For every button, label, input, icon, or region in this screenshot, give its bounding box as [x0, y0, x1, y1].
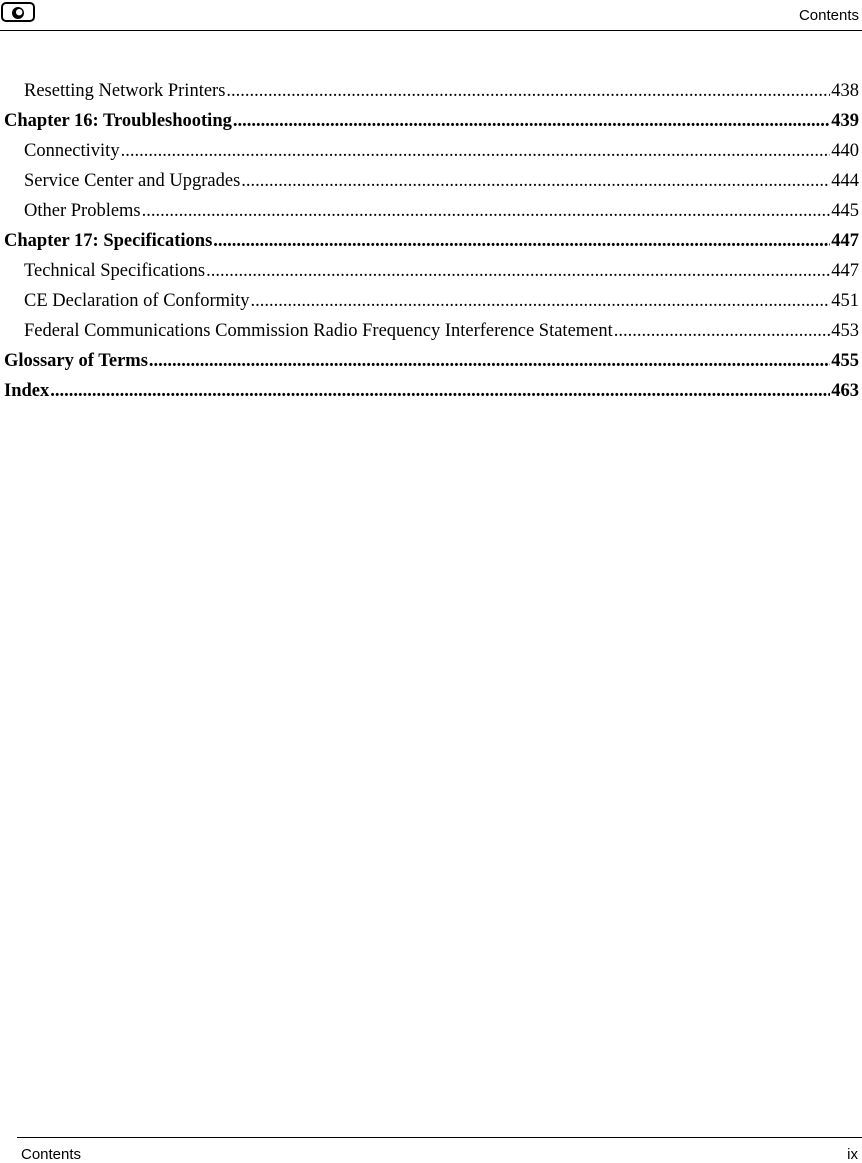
toc-page-number: 455	[831, 351, 859, 371]
toc-dot-leader	[241, 171, 830, 192]
toc-page-number: 453	[831, 321, 859, 341]
toc-entry-title: Connectivity	[24, 141, 120, 161]
toc-chapter-entry[interactable]	[4, 231, 859, 261]
toc-section-entry[interactable]	[4, 141, 859, 171]
toc-chapter-entry[interactable]	[4, 351, 859, 381]
toc-section-entry[interactable]	[4, 291, 859, 321]
page-footer	[17, 1137, 862, 1163]
toc-dot-leader	[251, 291, 831, 312]
circle-logo-icon	[1, 2, 35, 22]
toc-page-number: 445	[831, 201, 859, 221]
footer-section-label: Contents	[21, 1146, 82, 1163]
toc-section-entry[interactable]	[4, 261, 859, 291]
toc-dot-leader	[213, 231, 830, 252]
toc-entry-title: Index	[4, 381, 50, 401]
toc-chapter-entry[interactable]	[4, 111, 859, 141]
toc-entry-title: Service Center and Upgrades	[24, 171, 241, 191]
toc-page-number: 440	[831, 141, 859, 161]
toc-page-number: 463	[831, 381, 859, 401]
toc-section-entry[interactable]	[4, 171, 859, 201]
toc-entry-title: Chapter 16: Troubleshooting	[4, 111, 232, 131]
header-title: Contents	[798, 7, 859, 24]
toc-dot-leader	[50, 381, 830, 402]
toc-entry-title: Resetting Network Printers	[24, 81, 226, 101]
logo-mark	[11, 6, 25, 20]
toc-entry-title: Other Problems	[24, 201, 141, 221]
toc-dot-leader	[142, 201, 831, 222]
toc-dot-leader	[226, 81, 830, 102]
toc-entry-title: Glossary of Terms	[4, 351, 148, 371]
toc-dot-leader	[614, 321, 830, 342]
toc-entry-title: Technical Specifications	[24, 261, 206, 281]
table-of-contents	[4, 81, 859, 411]
page-header	[0, 0, 862, 31]
footer-page-number: ix	[847, 1146, 858, 1163]
toc-page-number: 438	[831, 81, 859, 101]
toc-section-entry[interactable]	[4, 201, 859, 231]
toc-page-number: 444	[831, 171, 859, 191]
toc-page-number: 447	[831, 261, 859, 281]
toc-section-entry[interactable]	[4, 321, 859, 351]
toc-entry-title: CE Declaration of Conformity	[24, 291, 250, 311]
toc-entry-title: Chapter 17: Specifications	[4, 231, 213, 251]
toc-dot-leader	[206, 261, 830, 282]
toc-entry-title: Federal Communications Commission Radio Frequency Interference Statement	[24, 321, 613, 341]
toc-section-entry[interactable]	[4, 81, 859, 111]
toc-dot-leader	[121, 141, 831, 162]
toc-page-number: 451	[831, 291, 859, 311]
toc-chapter-entry[interactable]	[4, 381, 859, 411]
toc-dot-leader	[233, 111, 830, 132]
toc-dot-leader	[149, 351, 830, 372]
toc-page-number: 439	[831, 111, 859, 131]
toc-page-number: 447	[831, 231, 859, 251]
